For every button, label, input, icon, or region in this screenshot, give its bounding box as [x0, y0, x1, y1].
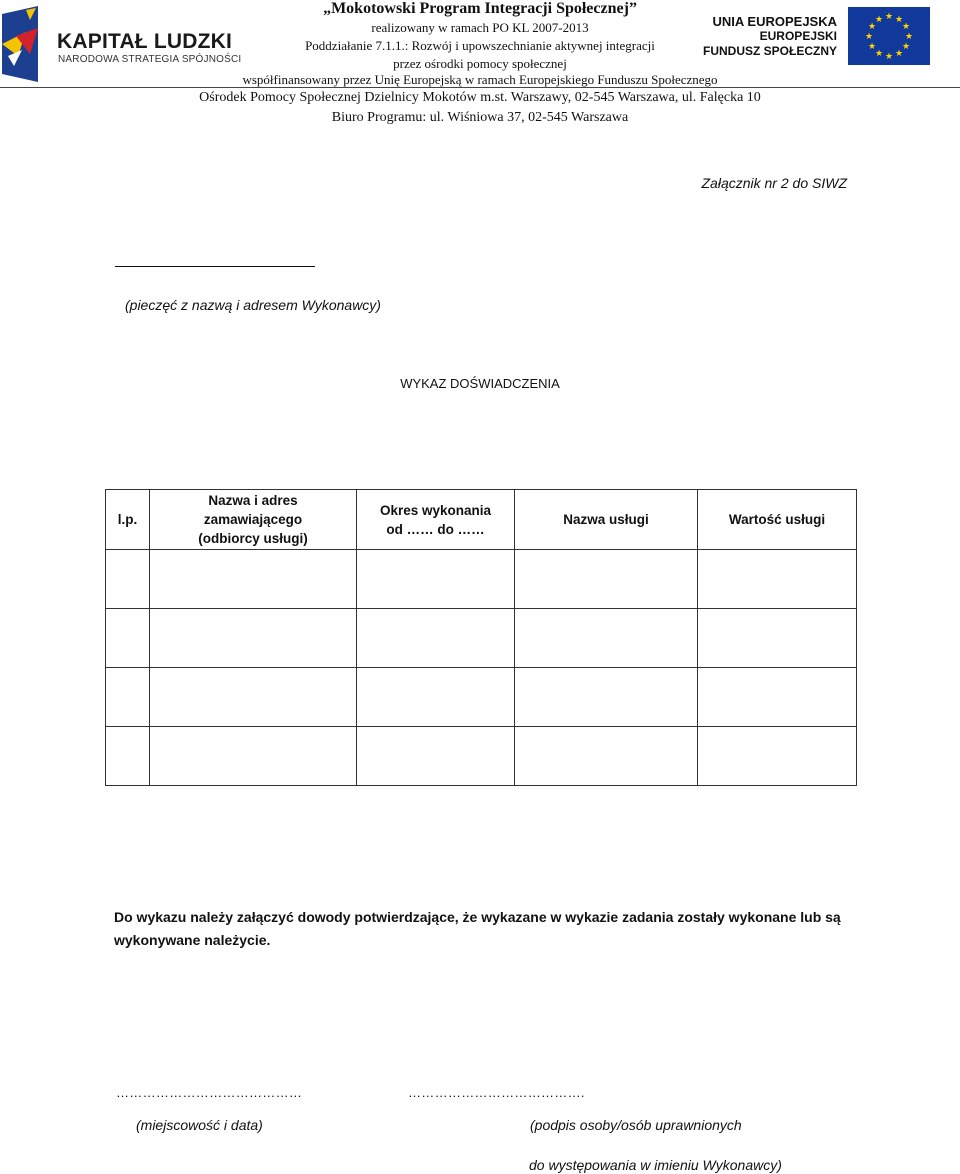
- table-row: [106, 727, 857, 786]
- table-cell[interactable]: [357, 609, 515, 668]
- table-header-row: [106, 490, 857, 550]
- svg-text:★: ★: [874, 15, 884, 25]
- header-period: [357, 490, 515, 550]
- stamp-line: [115, 266, 315, 267]
- eu-label-line-2: EUROPEJSKI: [759, 29, 837, 43]
- header-client-line-3: (odbiorcy usługi): [198, 531, 308, 546]
- table-row: [106, 550, 857, 609]
- header-divider: [0, 87, 960, 88]
- svg-text:★: ★: [884, 12, 894, 22]
- table-row: [106, 668, 857, 727]
- eu-flag-icon: [848, 7, 930, 65]
- table-cell[interactable]: [698, 727, 857, 786]
- attachment-label: Załącznik nr 2 do SIWZ: [701, 175, 847, 191]
- table-cell[interactable]: [150, 609, 357, 668]
- ops-address: Ośrodek Pomocy Społecznej Dzielnicy Mokotów m.st. Warszawy, 02-545 Warszawa, ul. Falęcka 10: [199, 90, 761, 105]
- place-date-line: ……………………………………: [116, 1085, 303, 1100]
- table-cell[interactable]: [698, 550, 857, 609]
- eu-label-line-3: FUNDUSZ SPOŁECZNY: [702, 44, 837, 58]
- program-line-4: przez ośrodki pomocy społecznej: [393, 56, 567, 71]
- header-period-line-1: Okres wykonania: [379, 502, 492, 518]
- attachment-note: Do wykazu należy załączyć dowody potwierdzające, że wykazane w wykazie zadania zostały wykonane lub są wykonywane należycie.: [114, 909, 841, 948]
- svg-text:★: ★: [901, 42, 911, 52]
- header-lp: l.p.: [106, 490, 150, 550]
- stamp-label: (pieczęć z nazwą i adresem Wykonawcy): [125, 297, 381, 313]
- table-cell[interactable]: [515, 550, 698, 609]
- table-cell[interactable]: [698, 668, 857, 727]
- logo-title: KAPITAŁ LUDZKI: [57, 30, 233, 53]
- signature-line: ………………………………….: [408, 1085, 585, 1100]
- table-cell[interactable]: [357, 727, 515, 786]
- program-title: „Mokotowski Program Integracji Społecznej”: [323, 0, 637, 17]
- header-client-line-1: Nazwa i adres: [208, 493, 298, 508]
- signature-label-line-2: do występowania w imieniu Wykonawcy): [529, 1157, 782, 1173]
- program-office-address: Biuro Programu: ul. Wiśniowa 37, 02-545 Warszawa: [331, 110, 629, 125]
- kapital-ludzki-emblem-icon: [0, 4, 60, 84]
- eu-label: [703, 14, 837, 59]
- table-cell[interactable]: [357, 668, 515, 727]
- eu-label-line-1: UNIA EUROPEJSKA: [712, 14, 837, 29]
- header-client: [150, 490, 357, 550]
- place-date-label: (miejscowość i data): [136, 1117, 263, 1133]
- header-period-line-2: od …… do ……: [386, 521, 485, 537]
- table-cell[interactable]: [515, 727, 698, 786]
- table-cell[interactable]: [515, 609, 698, 668]
- svg-text:★: ★: [864, 32, 874, 42]
- svg-text:★: ★: [904, 32, 914, 42]
- svg-text:★: ★: [867, 42, 877, 52]
- table-cell[interactable]: [150, 668, 357, 727]
- experience-table: [105, 489, 857, 786]
- program-line-3: Poddziałanie 7.1.1.: Rozwój i upowszechnianie aktywnej integracji: [305, 38, 655, 53]
- program-line-5: współfinansowany przez Unię Europejską w ramach Europejskiego Funduszu Społecznego: [242, 72, 718, 87]
- header-value: Wartość usługi: [698, 490, 857, 550]
- svg-text:★: ★: [894, 49, 904, 59]
- table-cell[interactable]: [106, 727, 150, 786]
- header-client-line-2: zamawiającego: [203, 512, 303, 527]
- svg-text:★: ★: [894, 15, 904, 25]
- table-cell[interactable]: [106, 550, 150, 609]
- svg-text:★: ★: [901, 22, 911, 32]
- table-cell[interactable]: [106, 609, 150, 668]
- signature-label-line-1: (podpis osoby/osób uprawnionych: [530, 1117, 742, 1133]
- svg-text:★: ★: [884, 52, 894, 62]
- svg-text:★: ★: [867, 22, 877, 32]
- table-cell[interactable]: [357, 550, 515, 609]
- table-cell[interactable]: [106, 668, 150, 727]
- table-cell[interactable]: [698, 609, 857, 668]
- header-service: Nazwa usługi: [515, 490, 698, 550]
- logo-subtitle: NARODOWA STRATEGIA SPÓJNOŚCI: [58, 54, 242, 65]
- eu-flag: [848, 7, 930, 65]
- table-row: [106, 609, 857, 668]
- program-line-2: realizowany w ramach PO KL 2007-2013: [371, 20, 589, 35]
- svg-text:★: ★: [874, 49, 884, 59]
- table-cell[interactable]: [150, 727, 357, 786]
- table-cell[interactable]: [515, 668, 698, 727]
- table-cell[interactable]: [150, 550, 357, 609]
- document-title: WYKAZ DOŚWIADCZENIA: [400, 376, 560, 391]
